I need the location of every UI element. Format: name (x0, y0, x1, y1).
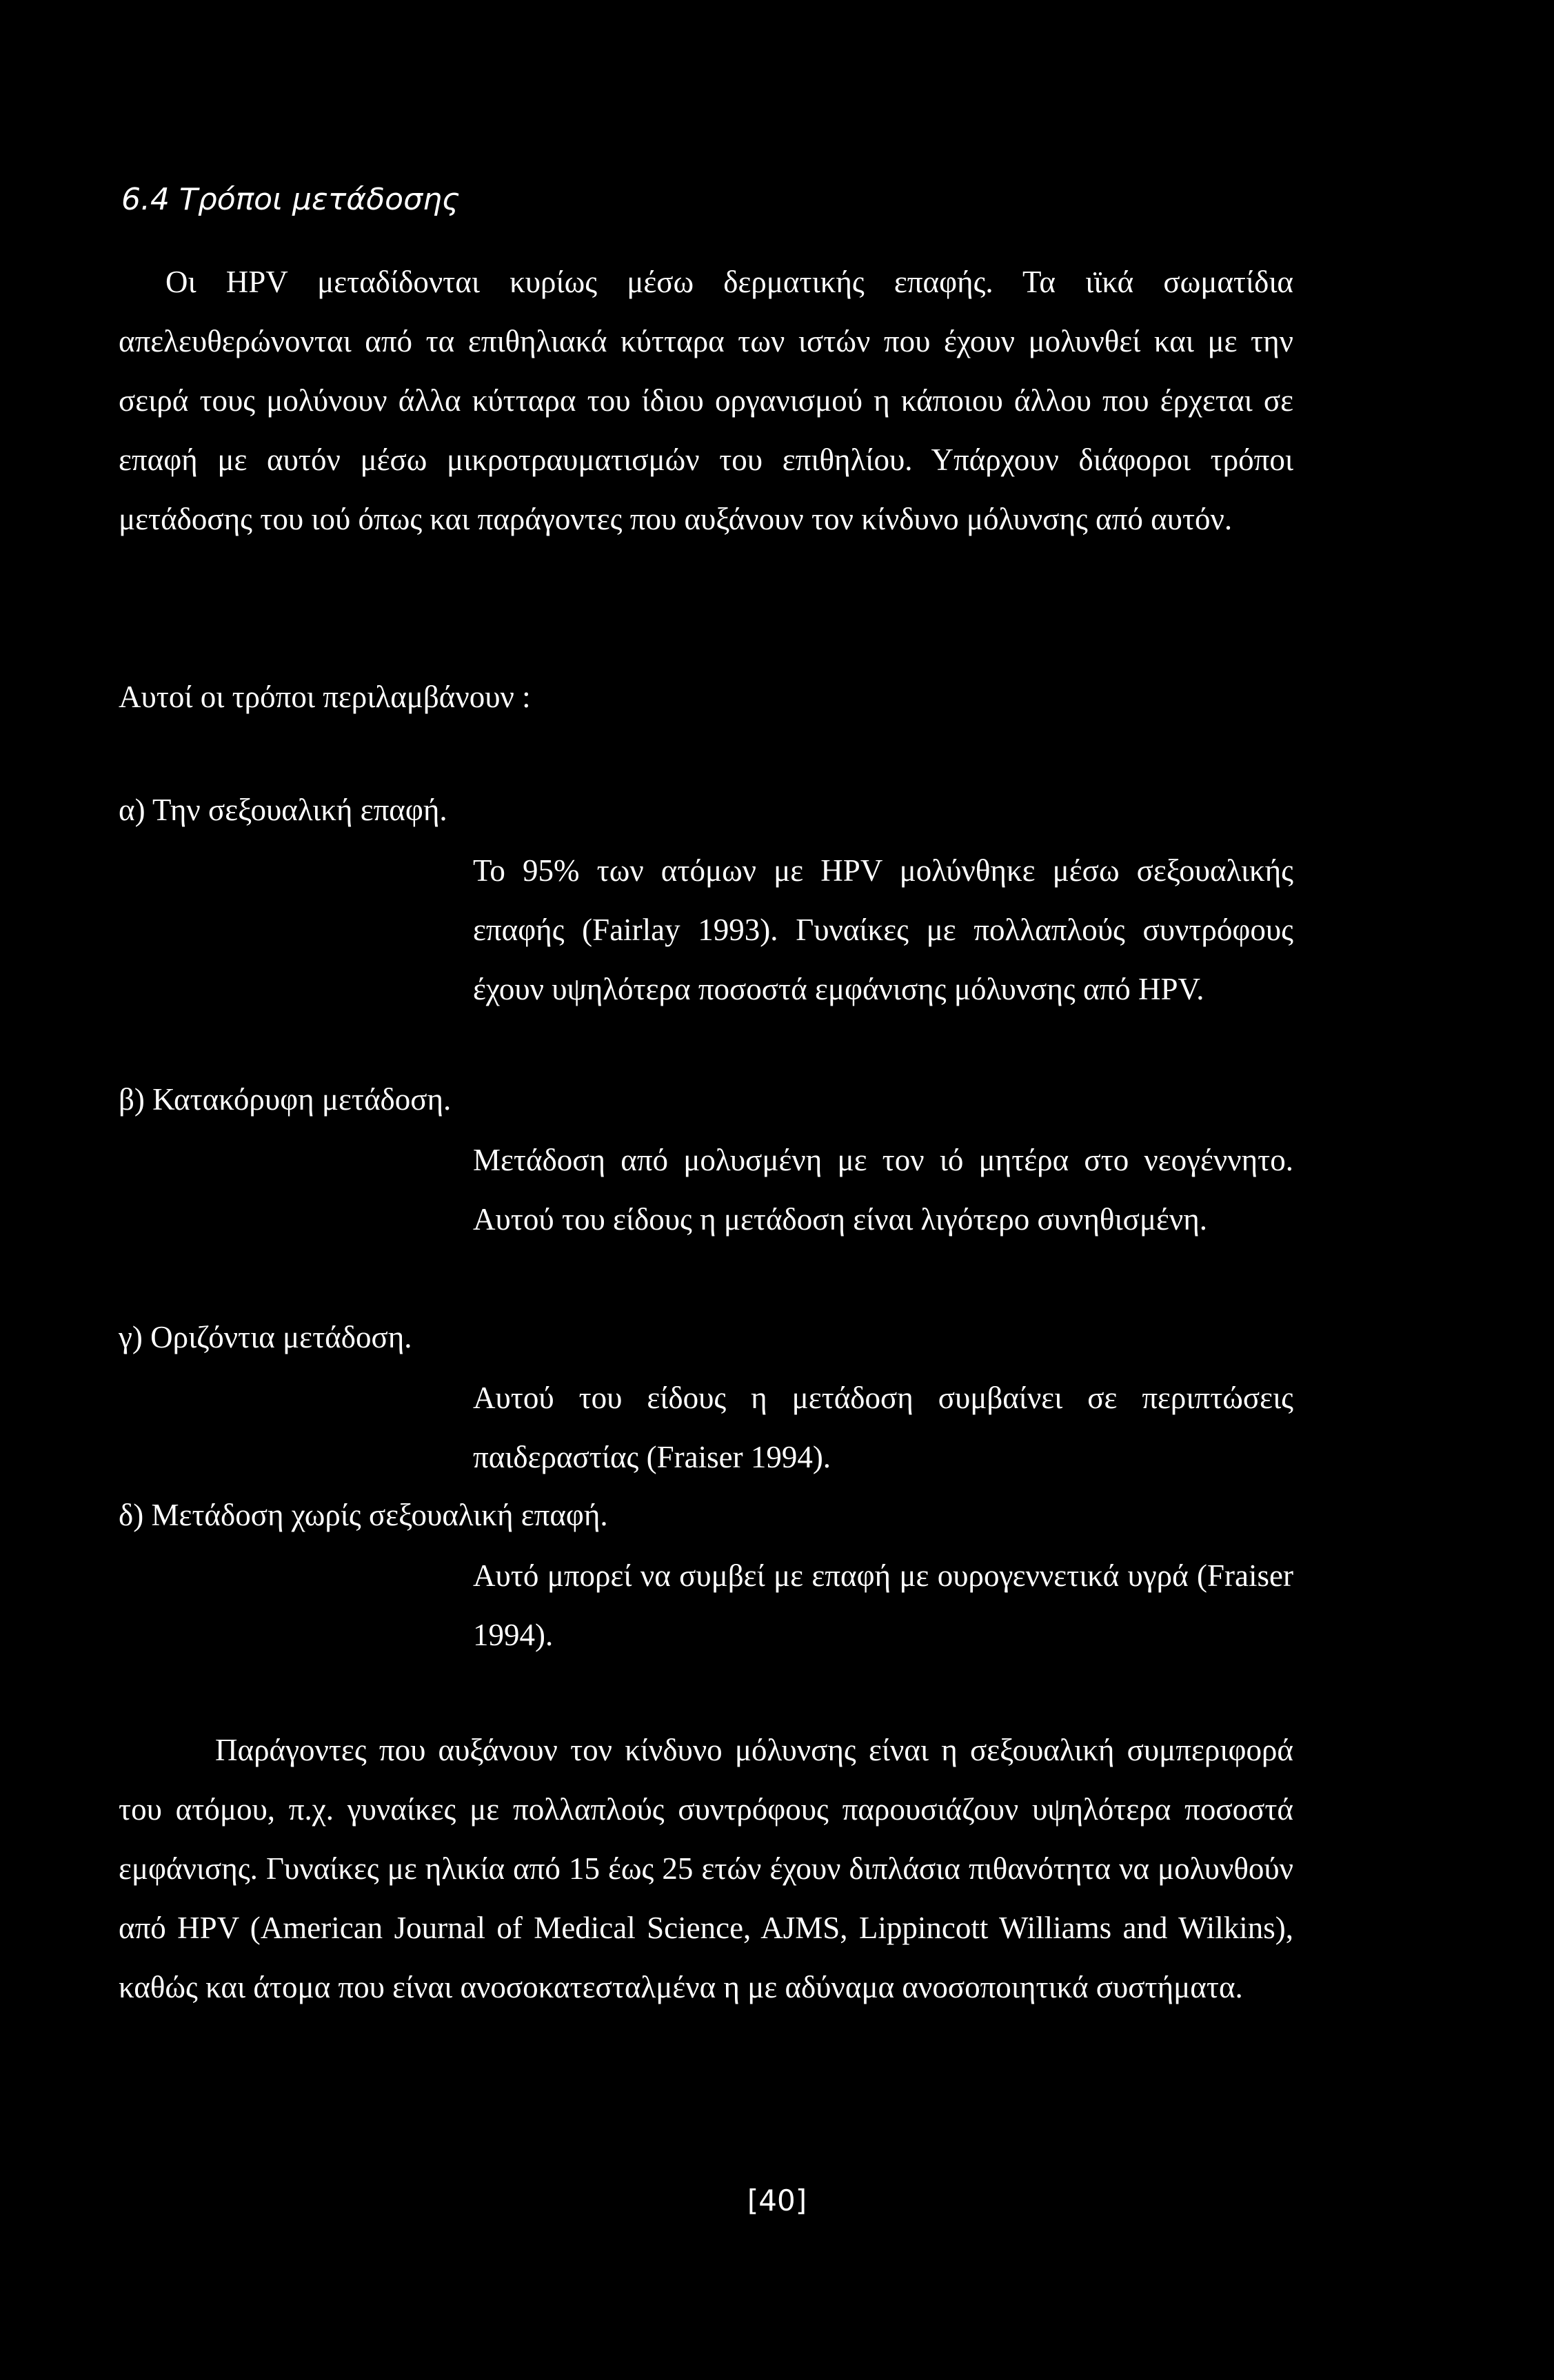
way-label-sexual: α) Την σεξουαλική επαφή. (119, 793, 447, 827)
way-label-vertical: β) Κατακόρυφη μετάδοση. (119, 1082, 452, 1117)
way-note-nonsexual: Αυτό μπορεί να συμβεί με επαφή με ουρογεννετικά υγρά (Fraiser 1994). (473, 1558, 1293, 1652)
way-label-horizontal: γ) Οριζόντια μετάδοση. (119, 1320, 412, 1354)
way-note-sexual: Το 95% των ατόμων με HPV μολύνθηκε μέσω σεξουαλικής επαφής (Fairlay 1993). Γυναίκες με πολλαπλούς συντρόφους έχουν υψηλότερα ποσοστά εμφάνισης μόλυνσης από HPV. (473, 853, 1293, 1006)
intro-paragraph: Οι HPV μεταδίδονται κυρίως μέσω δερματικής επαφής. Τα ιϊκά σωματίδια απελευθερώνονται από τα επιθηλιακά κύτταρα των ιστών που έχουν μολυνθεί και με την σειρά τους μολύνουν άλλα κύτταρα του ίδιου οργανισμού η κάποιου άλλου που έρχεται σε επαφή με αυτόν μέσω μικροτραυματισμών του επιθηλίου. Υπάρχουν διάφοροι τρόποι μετάδοσης του ιού όπως και παράγοντες που αυξάνουν τον κίνδυνο μόλυνσης από αυτόν. (119, 265, 1293, 536)
section-heading: 6.4 Τρόποι μετάδοσης (121, 182, 460, 217)
way-label-nonsexual: δ) Μετάδοση χωρίς σεξουαλική επαφή. (119, 1498, 608, 1532)
ways-intro: Αυτοί οι τρόποι περιλαμβάνουν : (119, 680, 531, 714)
way-note-vertical: Μετάδοση από μολυσμένη με τον ιό μητέρα στο νεογέννητο. Αυτού του είδους η μετάδοση είναι λιγότερο συνηθισμένη. (473, 1143, 1293, 1237)
way-note-horizontal: Αυτού του είδους η μετάδοση συμβαίνει σε περιπτώσεις παιδεραστίας (Fraiser 1994). (473, 1381, 1293, 1474)
risk-factors-paragraph: Παράγοντες που αυξάνουν τον κίνδυνο μόλυνσης είναι η σεξουαλική συμπεριφορά του ατόμου, π.χ. γυναίκες με πολλαπλούς συντρόφους παρουσιάζουν υψηλότερα ποσοστά εμφάνισης. Γυναίκες με ηλικία από 15 έως 25 ετών έχουν διπλάσια πιθανότητα να μολυνθούν από HPV (American Journal of Medical Science, AJMS, Lippincott Williams and Wilkins), καθώς και άτομα που είναι ανοσοκατεσταλμένα η με αδύναμα ανοσοποιητικά συστήματα. (119, 1733, 1293, 2004)
page-number: [40] (747, 2184, 807, 2217)
